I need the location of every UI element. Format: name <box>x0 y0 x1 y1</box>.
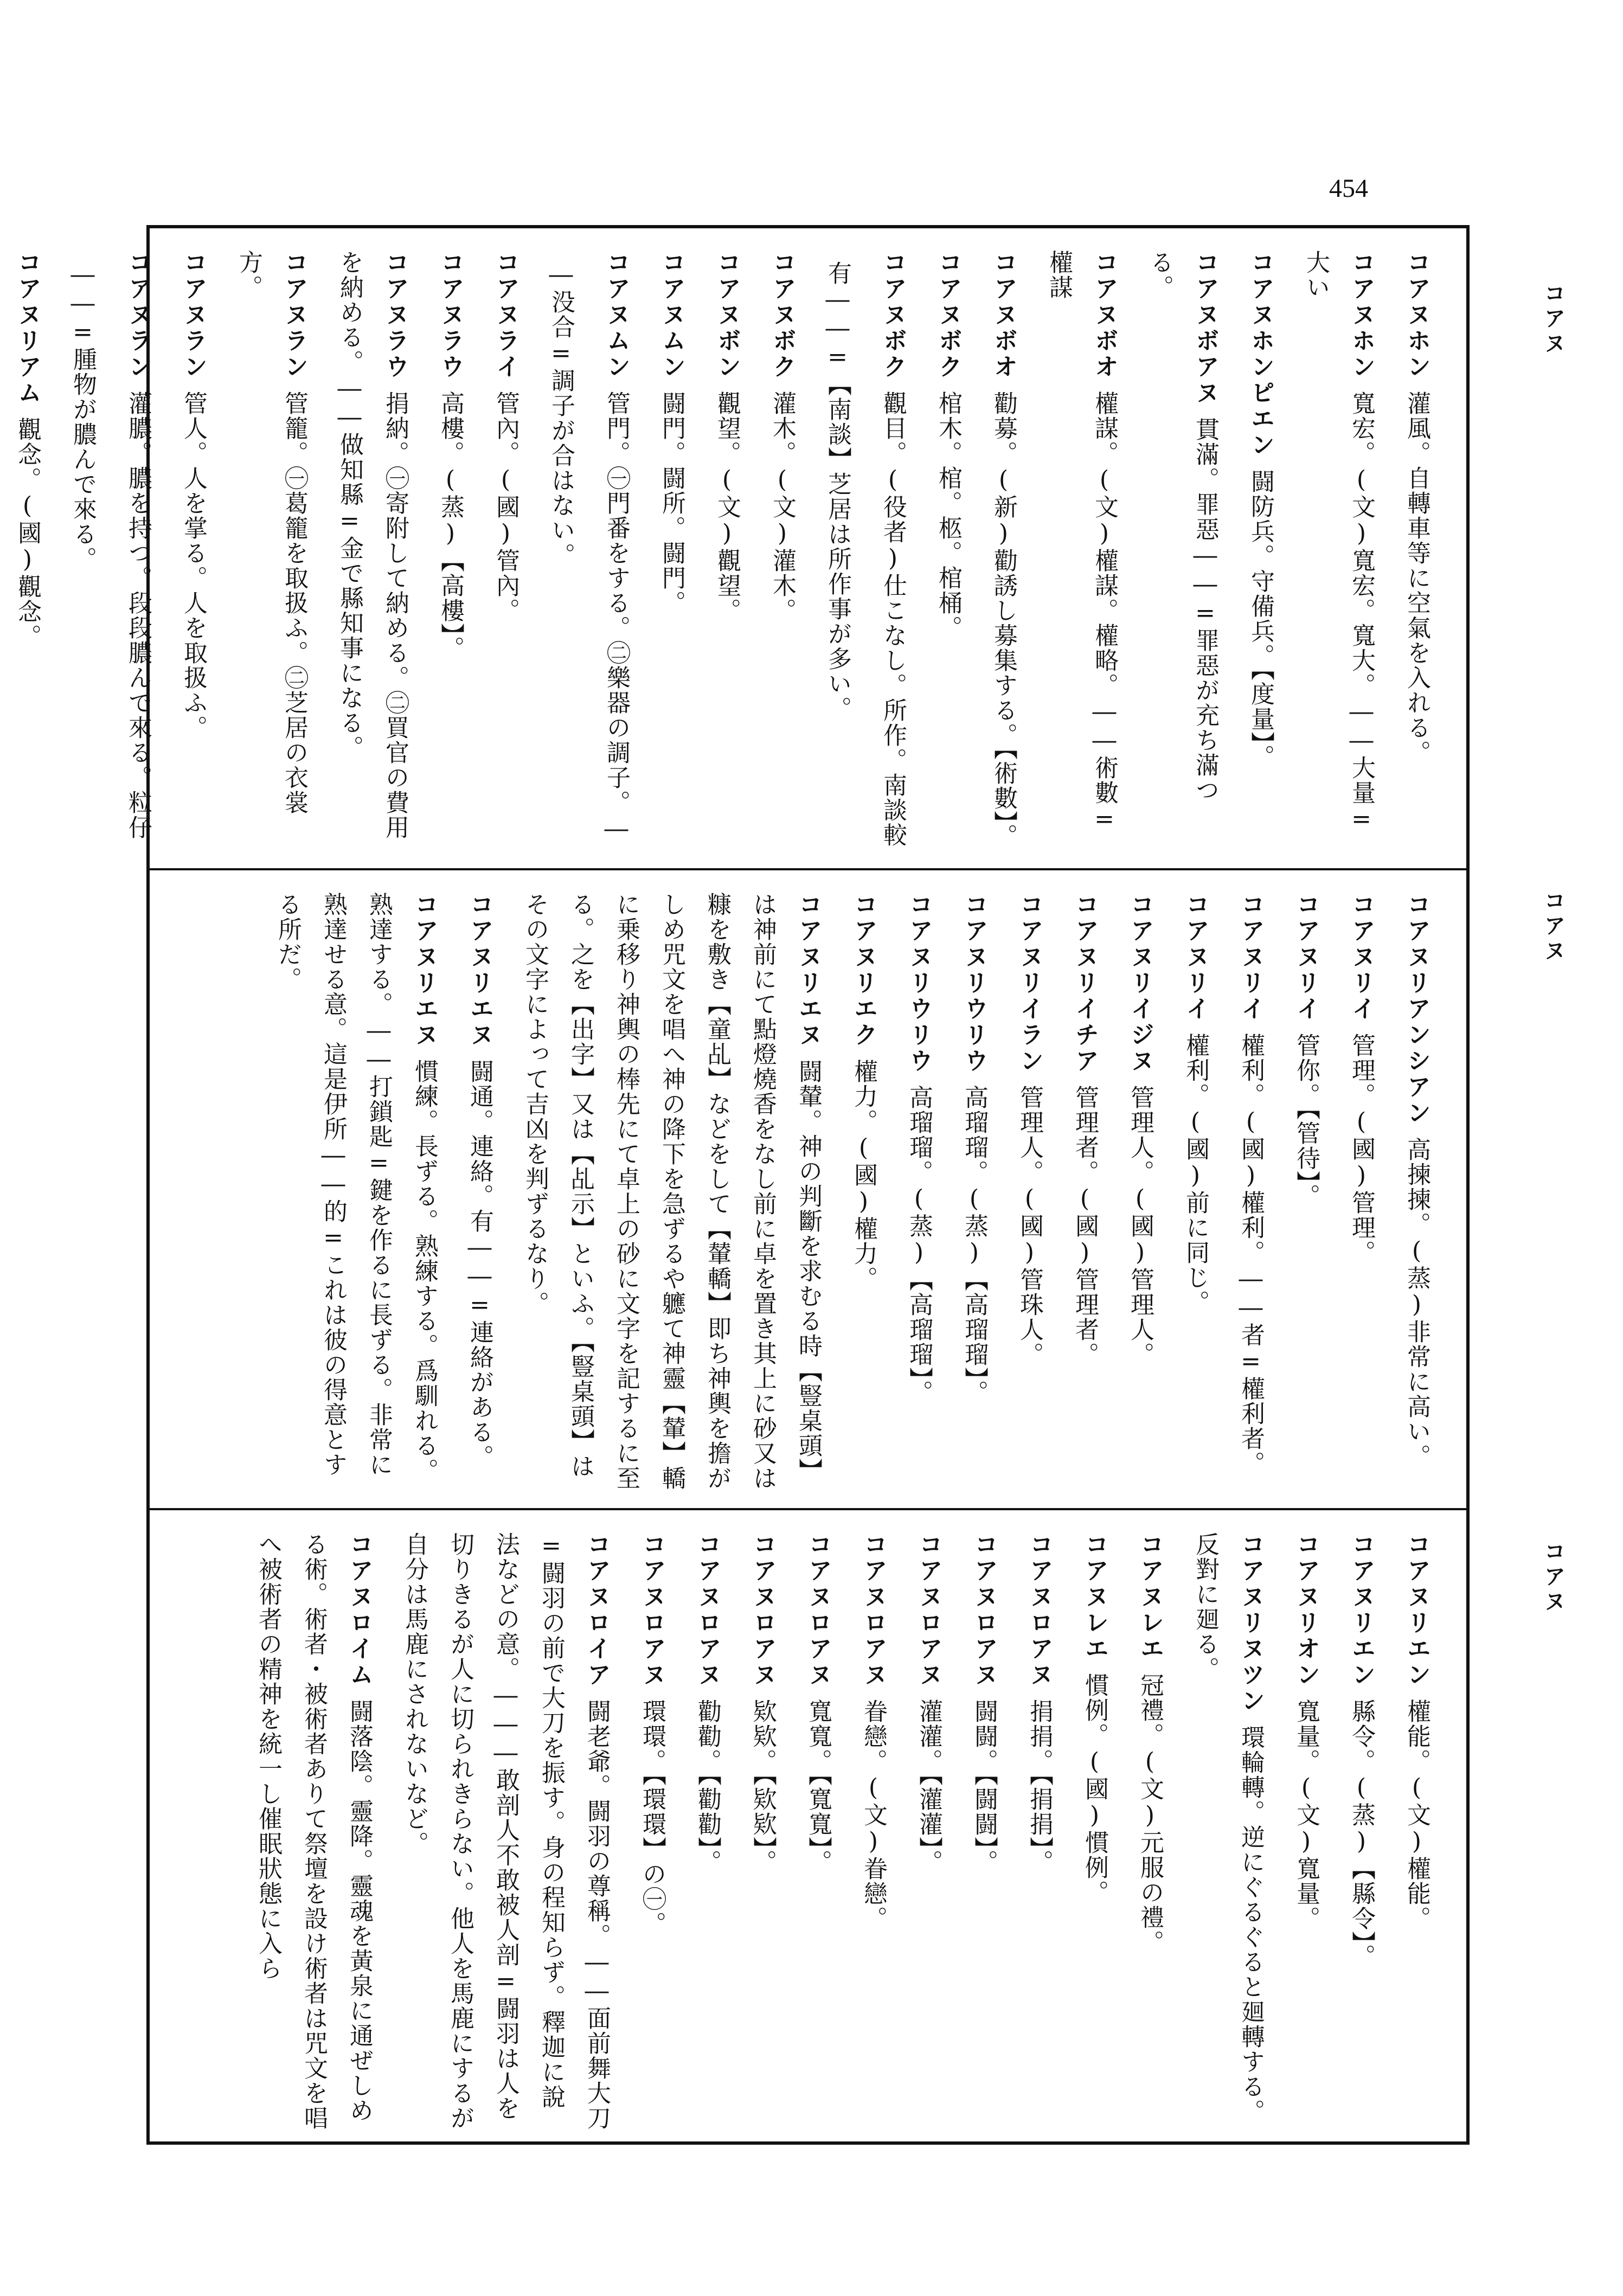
entry-definition: 高揀揀。(蒸)非常に高い。 <box>1403 1137 1430 1469</box>
entry-definition: 管你。【管待】。 <box>1292 1033 1320 1209</box>
entry-definition: 高樓。(蒸)【高樓】。 <box>437 391 464 661</box>
dictionary-entry <box>980 250 1026 852</box>
entry-definition: 權利。(國)前に同じ。 <box>1182 1033 1209 1315</box>
dictionary-entry <box>1137 250 1228 852</box>
entry-definition: 管理人。(國)管珠人。 <box>1016 1085 1043 1367</box>
entry-headword: コアヌロイア <box>583 1532 611 1688</box>
dictionary-entry <box>1117 892 1163 1494</box>
dictionary-entry <box>684 1532 730 2134</box>
entry-definition: 環輪轉。逆にぐるぐると廻轉する。反對に廻る。 <box>1191 1532 1265 2124</box>
entry-definition: 棺木。棺。柩。棺桶。 <box>934 391 962 640</box>
entry-headword: コアヌライ <box>492 250 519 380</box>
entry-definition: 闘輦。神の判斷を求むる時【豎桌頭】は神前にて點燈燒香をなし前に卓を置き其上に砂又は糠を敷き【童乩】などをして【輦轎】即ち神輿を擔がしめ咒文を唱へ神の降下を急ずるや軈て神靈【輦】轎に乗移り神輿の棒先にて卓上の砂に文字を記するに至る。之を【出字】又は【乩示】といふ。【豎桌頭】はその文字によって吉凶を判ずるなり。 <box>521 892 822 1491</box>
entry-headword: コアヌロアヌ <box>859 1532 887 1688</box>
dictionary-page-frame <box>14 225 1470 2145</box>
entry-headword: コアヌリイ <box>1292 892 1320 1022</box>
entry-headword: コアヌホン <box>1403 250 1430 380</box>
entry-definition: 捐捐。【捐捐】。 <box>1025 1699 1053 1875</box>
dictionary-entry <box>60 250 105 852</box>
entry-headword: コアヌロアヌ <box>694 1532 721 1688</box>
entry-headword: コアヌリウリウ <box>960 892 988 1074</box>
dictionary-entry <box>649 250 694 852</box>
entry-definition: 權力。(國)權力。 <box>850 1059 877 1291</box>
entry-definition: 寬量。(文)寬量。 <box>1292 1699 1320 1931</box>
entry-definition: 權能。(文)權能。 <box>1403 1699 1430 1931</box>
entry-definition: 管理。(國)管理。 <box>1348 1033 1375 1265</box>
entry-headword: コアヌリエヌ <box>410 892 438 1048</box>
dictionary-entry <box>896 892 941 1494</box>
dictionary-entry <box>1127 1532 1172 2134</box>
entry-definition: 權謀。(文)權謀。權略。――術數=權謀 <box>1045 250 1118 834</box>
dictionary-entry <box>226 250 317 852</box>
dictionary-entry <box>1338 892 1384 1494</box>
entry-headword: コアヌリアンシアン <box>1403 892 1430 1126</box>
dictionary-entry <box>1036 250 1127 852</box>
dictionary-entry <box>593 250 639 852</box>
entry-headword: コアヌレエ <box>1081 1532 1108 1662</box>
dictionary-entry <box>951 892 997 1494</box>
entry-definition: 管理者。(國)管理者。 <box>1071 1085 1099 1367</box>
entry-headword: コアヌボク <box>768 250 796 380</box>
dictionary-entry <box>1283 1532 1329 2134</box>
dictionary-entry <box>1394 1532 1439 2134</box>
entry-definition: 闘闘。【闘闘】。 <box>970 1699 998 1875</box>
entry-headword: コアヌリウリウ <box>905 892 933 1074</box>
entry-headword: コアヌボク <box>934 250 962 380</box>
entry-definition: 環環。【環環】の㊀。 <box>638 1699 666 1936</box>
entry-headword: コアヌボオ <box>990 250 1017 380</box>
entry-headword: コアヌラウ <box>381 250 409 380</box>
entry-definition: 灌灌。【灌灌】。 <box>915 1699 942 1875</box>
entry-headword: コアヌボク <box>879 250 907 380</box>
entry-definition: 慣例。(國)慣例。 <box>1081 1673 1108 1905</box>
entry-headword: コアヌボアヌ <box>1191 250 1219 406</box>
entry-definition: ――=腫物が膿んで來る。 <box>69 261 97 572</box>
dictionary-entry <box>1283 892 1329 1494</box>
entry-headword: コアヌリイチア <box>1071 892 1099 1074</box>
entry-definition: 觀念。(國)觀念。 <box>14 417 41 649</box>
dictionary-entry <box>483 250 528 852</box>
dictionary-entry <box>512 892 831 1494</box>
entry-headword: コアヌリイジヌ <box>1126 892 1154 1074</box>
entry-headword: コアヌロアヌ <box>970 1532 998 1688</box>
entry-headword: コアヌリエン <box>1403 1532 1430 1688</box>
entry-definition: 寬寬。【寬寬】。 <box>804 1699 832 1875</box>
entry-definition: 闘老爺。闘羽の尊稱。――面前舞大刀=闘羽の前で大刀を振す。身の程知らず。釋迦に說法などの意。―――敢剖人不敢被人剖=闘羽は人を切りきるが人に切られきらない。他人を馬鹿にするが自分は馬鹿にされないなど。 <box>401 1532 611 2131</box>
entry-headword: コアヌラウ <box>437 250 464 380</box>
entry-definition: ―没合=調子が合はない。 <box>547 261 575 568</box>
dictionary-entry <box>115 250 161 852</box>
entry-headword: コアヌリエク <box>850 892 877 1048</box>
entry-definition: 高瑠瑠。(蒸)【高瑠瑠】。 <box>905 1085 933 1405</box>
entry-definition: 管內。(國)管內。 <box>492 391 519 623</box>
entry-definition: 勸勸。【勸勸】。 <box>694 1699 721 1875</box>
entry-headword: コアヌリイ <box>1237 892 1265 1022</box>
entry-definition: 慣練。長ずる。熟練する。爲馴れる。熟達する。――打鎖匙=鍵を作るに長ずる。非常に熟達せる意。這是伊所――的=これは彼の得意とする所だ。 <box>274 892 438 1483</box>
dictionary-entry <box>925 250 971 852</box>
dictionary-entry <box>814 250 860 852</box>
entry-headword: コアヌリイ <box>1348 892 1375 1022</box>
dictionary-entry <box>392 1532 619 2134</box>
entry-definition: 觀望。(文)觀望。 <box>713 391 741 623</box>
entry-headword: コアヌホンピエン <box>1247 250 1274 458</box>
dictionary-section-bottom <box>150 1508 1466 2145</box>
entry-headword: コアヌロアヌ <box>1025 1532 1053 1688</box>
dictionary-entry <box>740 1532 785 2134</box>
entry-definition: 權利。(國)權利。――者=權利者。 <box>1237 1033 1265 1476</box>
entry-definition: 縣令。(蒸)【縣令】。 <box>1348 1699 1375 1969</box>
dictionary-entry <box>850 1532 896 2134</box>
entry-headword: コアヌリエヌ <box>794 892 822 1048</box>
dictionary-entry <box>1338 1532 1384 2134</box>
entry-headword: コアヌリオン <box>1292 1532 1320 1688</box>
running-head: コアヌ <box>1541 889 1566 964</box>
entry-definition: 闘防兵。守備兵。【度量】。 <box>1247 469 1274 769</box>
entry-definition: 管門。㊀門番をする。㊁樂器の調子。― <box>602 391 630 844</box>
entry-definition: 管籠。㊀葛籠を取扱ふ。㊁芝居の衣裳方。 <box>235 250 308 815</box>
dictionary-entry <box>1394 250 1439 852</box>
entry-definition: 貫滿。罪惡――=罪惡が充ち滿つる。 <box>1146 250 1219 803</box>
entry-definition: 管理人。(國)管理人。 <box>1126 1085 1154 1367</box>
dictionary-entry <box>326 250 418 852</box>
dictionary-entry <box>1293 250 1384 852</box>
dictionary-entry <box>1228 892 1273 1494</box>
entry-headword: コアヌムン <box>602 250 630 380</box>
dictionary-entry <box>1006 892 1052 1494</box>
entry-headword: コアヌロアヌ <box>638 1532 666 1688</box>
entry-definition: 有――=【南談】芝居は所作事が多い。 <box>824 261 851 721</box>
dictionary-entry <box>961 1532 1006 2134</box>
dictionary-entry <box>906 1532 951 2134</box>
dictionary-entry <box>538 250 583 852</box>
dictionary-entry <box>1237 250 1283 852</box>
dictionary-entry <box>1182 1532 1273 2134</box>
dictionary-entry <box>1072 1532 1117 2134</box>
entry-headword: コアヌロアヌ <box>749 1532 777 1688</box>
entry-headword: コアヌリヌツン <box>1237 1532 1265 1714</box>
entry-headword: コアヌロアヌ <box>915 1532 942 1688</box>
dictionary-section-top <box>14 228 1466 868</box>
entry-headword: コアヌラン <box>179 250 207 380</box>
dictionary-section-middle <box>150 868 1466 1508</box>
entry-headword: コアヌボオ <box>1090 250 1118 380</box>
entry-headword: コアヌホン <box>1348 250 1375 380</box>
entry-headword: コアヌロアヌ <box>804 1532 832 1688</box>
dictionary-entry <box>759 250 805 852</box>
entry-headword: コアヌリアム <box>14 250 41 406</box>
entry-headword: コアヌボン <box>713 250 741 380</box>
entry-definition: 寬宏。(文)寬宏。寬大。――大量=大い <box>1302 250 1375 834</box>
dictionary-entry <box>629 1532 675 2134</box>
entry-definition: 眷戀。(文)眷戀。 <box>859 1699 887 1931</box>
dictionary-entry <box>1394 892 1439 1494</box>
page-number: 454 <box>1329 174 1368 203</box>
entry-headword: コアヌラン <box>280 250 308 380</box>
dictionary-entry <box>704 250 749 852</box>
dictionary-entry <box>245 1532 382 2134</box>
dictionary-entry <box>841 892 886 1494</box>
dictionary-entry <box>427 250 473 852</box>
running-head: コアヌ <box>1541 1540 1566 1615</box>
dictionary-entry <box>4 250 50 852</box>
entry-definition: 闘門。闘所。闘門。 <box>658 391 685 615</box>
entry-headword: コアヌリエン <box>1348 1532 1375 1688</box>
entry-headword: コアヌレエ <box>1136 1532 1164 1662</box>
entry-definition: 管人。人を掌る。人を取扱ふ。 <box>179 391 207 740</box>
entry-definition: 高瑠瑠。(蒸)【高瑠瑠】。 <box>960 1085 988 1405</box>
entry-headword: コアヌロイム <box>345 1532 373 1688</box>
entry-definition: 捐納。㊀寄附して納める。㊁買官の費用を納める。――做知縣=金で縣知事になる。 <box>336 250 409 840</box>
dictionary-entry <box>265 892 447 1494</box>
entry-definition: 觀目。(役者)仕こなし。所作。南談較 <box>879 391 907 848</box>
entry-headword: コアヌムン <box>658 250 685 380</box>
entry-headword: コアヌラン <box>124 250 152 380</box>
entry-definition: 闘落陰。靈降。靈魂を黃泉に通ぜしめる術。術者・被術者ありて祭壇を設け術者は咒文を唱へ被術者の精神を統一し催眠狀態に入ら <box>254 1532 373 2131</box>
dictionary-entry <box>170 250 216 852</box>
entry-definition: 欵欵。【欵欵】。 <box>749 1699 777 1875</box>
entry-definition: 冠禮。(文)元服の禮。 <box>1136 1673 1164 1955</box>
dictionary-entry <box>457 892 502 1494</box>
entry-definition: 灌風。自轉車等に空氣を入れる。 <box>1403 391 1430 765</box>
dictionary-entry <box>1062 892 1107 1494</box>
entry-definition: 勸募。(新)勸誘し募集する。【術數】。 <box>990 391 1017 849</box>
dictionary-entry <box>795 1532 841 2134</box>
dictionary-entry <box>870 250 915 852</box>
running-head: コアヌ <box>1541 282 1566 357</box>
entry-headword: コアヌリイ <box>1182 892 1209 1022</box>
entry-headword: コアヌリイラン <box>1016 892 1043 1074</box>
entry-definition: 灌木。(文)灌木。 <box>768 391 796 623</box>
entry-headword: コアヌリエヌ <box>466 892 493 1048</box>
entry-definition: 灌膿。膿を持つ。段段膿んで來る。粒仔 <box>124 391 152 840</box>
dictionary-entry <box>1172 892 1218 1494</box>
entry-definition: 闘通。連絡。有――=連絡がある。 <box>466 1059 493 1470</box>
dictionary-entry <box>1016 1532 1062 2134</box>
